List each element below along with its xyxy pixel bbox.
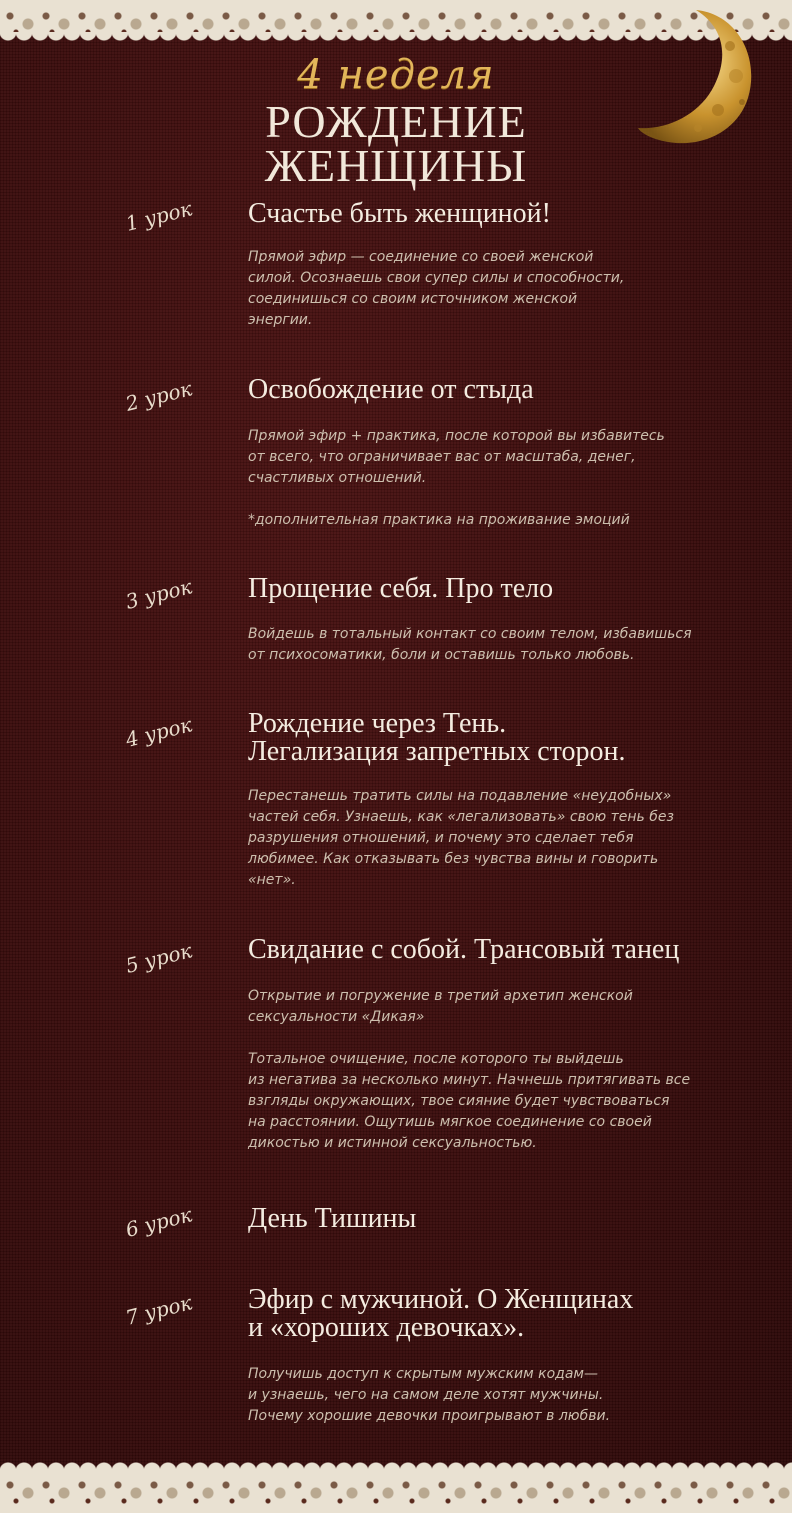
page-title-line2: ЖЕНЩИНЫ <box>264 140 528 191</box>
lesson-title: День Тишины <box>248 1203 417 1234</box>
lesson-title-line1: Рождение через Тень. <box>248 708 507 739</box>
lesson-description: Получишь доступ к скрытым мужским кодам— и узнаешь, чего на самом деле хотят мужчины. Почему хорошие девочки проигрывают в любви. <box>248 1366 611 1424</box>
lesson-title: Счастье быть женщиной! <box>248 198 551 229</box>
lesson-title-line1: Эфир с мужчиной. О Женщинах <box>248 1284 634 1315</box>
week-label: 4 неделя <box>297 52 495 98</box>
lesson-title-line2: Легализация запретных сторон. <box>248 736 626 767</box>
lesson-number: 1 урок <box>123 196 195 236</box>
lesson-title <box>248 710 768 766</box>
lesson-description: Прямой эфир + практика, после которой вы избавитесь от всего, что ограничивает вас от масштаба, денег, счастливых отношений. *дополнительная практика на проживание эмоций <box>248 428 665 528</box>
lesson-description: Войдешь в тотальный контакт со своим телом, избавишься от психосоматики, боли и оставишь только любовь. <box>248 626 692 663</box>
lesson-title <box>248 1286 768 1342</box>
lesson-number: 4 урок <box>123 712 195 752</box>
lesson-description: Прямой эфир — соединение со своей женской силой. Осознаешь свои супер силы и способности, соединишься со своим источником женской энергии. <box>248 249 625 328</box>
lesson-description: Открытие и погружение в третий архетип женской сексуальности «Дикая» Тотальное очищение, после которого ты выйдешь из негатива за несколько минут. Начнешь притягивать все взгляды окружающих, твое сияние будет чувствоваться на расстоянии. Ощутишь мягкое соединение со своей дикостью и истинной сексуальностью. <box>248 988 691 1151</box>
lesson-title: Прощение себя. Про тело <box>248 573 554 604</box>
page-title <box>0 96 792 191</box>
lesson-number: 5 урок <box>123 938 195 978</box>
lesson-title: Освобождение от стыда <box>248 374 534 405</box>
lace-border-bottom <box>0 1469 792 1513</box>
lesson-number: 7 урок <box>123 1290 195 1330</box>
lesson-number: 6 урок <box>123 1202 195 1242</box>
lesson-number: 2 урок <box>123 376 195 416</box>
lesson-title: Свидание с собой. Трансовый танец <box>248 934 680 965</box>
lesson-number: 3 урок <box>123 574 195 614</box>
page-title-line1: РОЖДЕНИЕ <box>265 96 527 147</box>
lesson-description: Перестанешь тратить силы на подавление «неудобных» частей себя. Узнаешь, как «легализовать» свою тень без разрушения отношений, и почему это сделает тебя любимее. Как отказывать без чувства вины и говорить «нет». <box>248 788 674 888</box>
lesson-title-line2: и «хороших девочках». <box>248 1312 525 1343</box>
